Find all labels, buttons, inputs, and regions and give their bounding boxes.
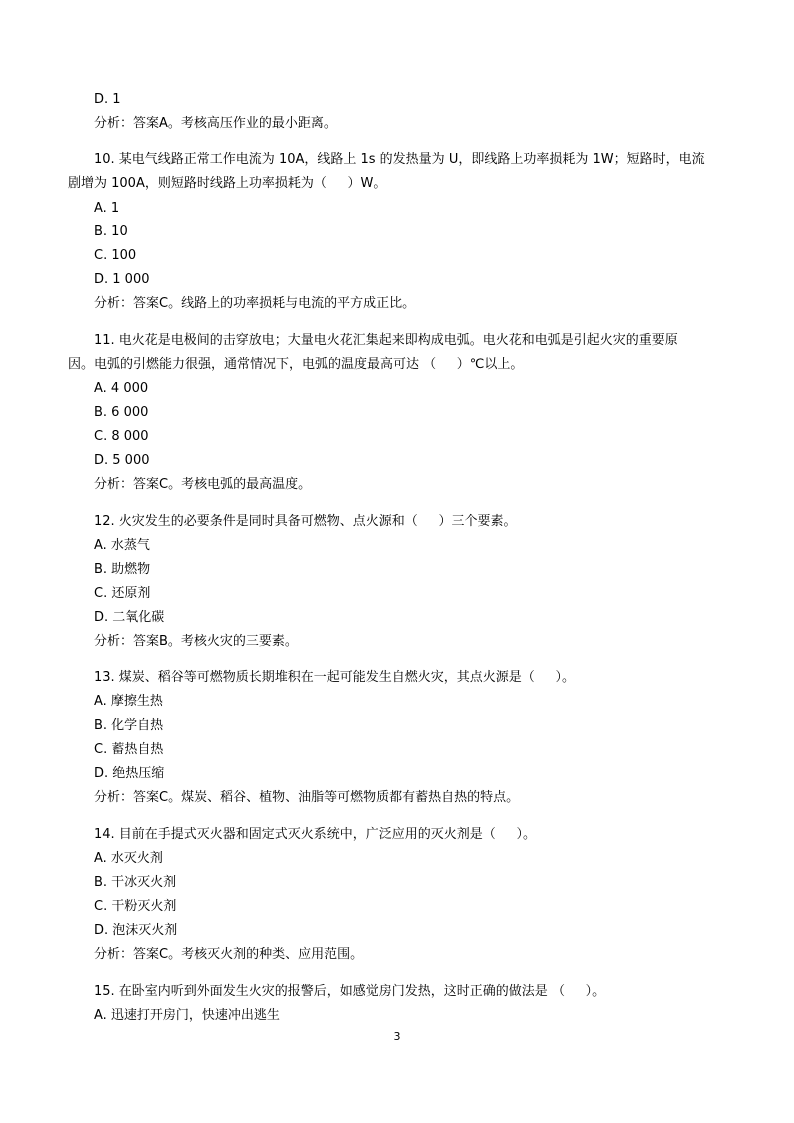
page-number: 3 [393,1030,401,1043]
question-14-stem: 14. 目前在手提式灭火器和固定式灭火系统中，广泛应用的灭火剂是（ ）。 [94,827,536,842]
question-15-stem: 15. 在卧室内听到外面发生火灾的报警后，如感觉房门发热，这时正确的做法是 （ ）。 [94,984,606,999]
question-13-analysis: 分析：答案C。煤炭、稻谷、植物、油脂等可燃物质都有蓄热自热的特点。 [94,790,520,805]
question-12-analysis: 分析：答案B。考核火灾的三要素。 [94,634,298,649]
question-10-stem-line-1: 10. 某电气线路正常工作电流为 10A，线路上 1s 的发热量为 U，即线路上功率损耗为 1W；短路时，电流 [94,152,705,167]
question-11-option-c: C. 8 000 [94,429,149,444]
question-12-option-d: D. 二氧化碳 [94,610,165,625]
question-12-option-b: B. 助燃物 [94,562,151,577]
question-14-analysis: 分析：答案C。考核灭火剂的种类、应用范围。 [94,947,364,962]
question-10-stem-line-2: 剧增为 100A，则短路时线路上功率损耗为（ ）W。 [68,176,387,191]
question-15-option-a: A. 迅速打开房门，快速冲出逃生 [94,1008,280,1023]
question-10-analysis: 分析：答案C。线路上的功率损耗与电流的平方成正比。 [94,296,416,311]
question-11-analysis: 分析：答案C。考核电弧的最高温度。 [94,477,312,492]
question-12-stem: 12. 火灾发生的必要条件是同时具备可燃物、点火源和（ ）三个要素。 [94,514,517,529]
question-12-option-a: A. 水蒸气 [94,538,150,553]
question-13-option-d: D. 绝热压缩 [94,766,165,781]
question-11-option-d: D. 5 000 [94,453,150,468]
question-14-option-b: B. 干冰灭火剂 [94,875,177,890]
question-10-option-a: A. 1 [94,201,120,216]
question-10-option-c: C. 100 [94,248,137,263]
question-11-option-a: A. 4 000 [94,381,149,396]
question-11-stem-line-1: 11. 电火花是电极间的击穿放电；大量电火花汇集起来即构成电弧。电火花和电弧是引起火灾的重要原 [94,333,678,348]
question-14-option-d: D. 泡沫灭火剂 [94,923,178,938]
question-13-option-c: C. 蓄热自热 [94,742,164,757]
option-line: D. 1 [94,92,121,107]
question-11-option-b: B. 6 000 [94,405,149,420]
question-12-option-c: C. 还原剂 [94,586,151,601]
question-13-option-b: B. 化学自热 [94,718,164,733]
question-13-option-a: A. 摩擦生热 [94,694,163,709]
question-11-stem-line-2: 因。电弧的引燃能力很强，通常情况下，电弧的温度最高可达 （ ）℃以上。 [68,357,524,372]
question-14-option-c: C. 干粉灭火剂 [94,899,177,914]
question-14-option-a: A. 水灭火剂 [94,851,163,866]
question-13-stem: 13. 煤炭、稻谷等可燃物质长期堆积在一起可能发生自燃火灾，其点火源是（ ）。 [94,670,575,685]
question-10-option-b: B. 10 [94,224,128,239]
analysis-line: 分析：答案A。考核高压作业的最小距离。 [94,116,337,131]
question-10-option-d: D. 1 000 [94,272,150,287]
